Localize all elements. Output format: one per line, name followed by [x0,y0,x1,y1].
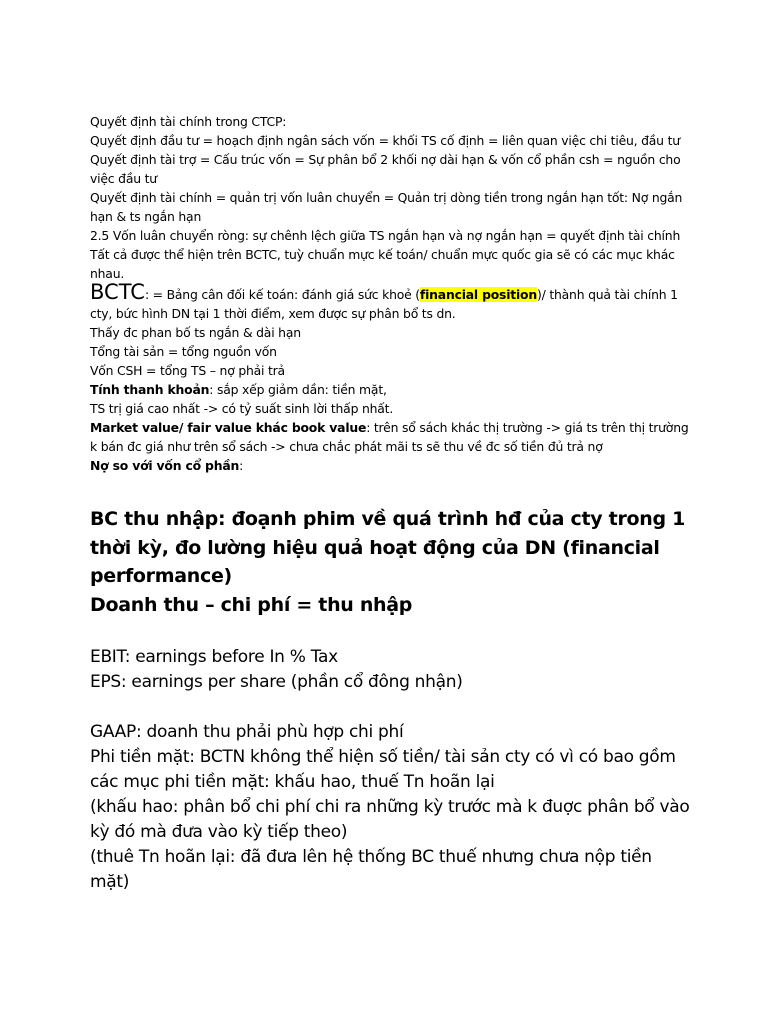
paragraph-text: : [239,458,244,473]
section-notes [90,645,690,895]
section-income-statement [90,505,690,619]
bctc-heading: BCTC [90,280,145,304]
paragraph: Quyết định đầu tư = hoạch định ngân sách vốn = khối TS cố định = liên quan việc chi tiêu, đầu tư [90,133,680,148]
paragraph [90,456,690,475]
heading: BC thu nhập: đoạnh phim về quá trình hđ của cty trong 1 thời kỳ, đo lường hiệu quả hoạt động của DN (financial performance) [90,508,686,587]
paragraph: (khấu hao: phân bổ chi phí chi ra những kỳ trước mà k đuợc phân bổ vào kỳ đó mà đưa vào kỳ tiếp theo) [90,797,690,842]
paragraph-text: : trên sổ sách khác thị trường -> giá ts trên thị trường k bán đc giá như trên sổ sách -> chưa chắc phát mãi ts sẽ thu về đc số tiền đủ trả nợ [90,420,689,454]
paragraph: Quyết định tài chính = quản trị vốn luân chuyển = Quản trị dòng tiền trong ngắn hạn tốt: Nợ ngắn hạn & ts ngắn hạn [90,190,683,224]
bold-term: Nợ so với vốn cổ phần [90,458,240,473]
paragraph: Vốn CSH = tổng TS – nợ phải trả [90,363,285,378]
paragraph: Thấy đc phan bố ts ngắn & dài hạn [90,325,301,340]
bold-term: Market value/ fair value khác book value [90,420,367,435]
bctc-text: : = Bảng cân đối kế toán: đánh giá sức khoẻ ( [144,287,420,302]
paragraph [90,418,690,456]
section-balance-sheet [90,323,690,475]
spacer [90,695,690,720]
paragraph: 2.5 Vốn luân chuyển ròng: sự chênh lệch giữa TS ngắn hạn và nợ ngắn hạn = quyết định tài chính [90,228,681,243]
paragraph: Phi tiền mặt: BCTN không thể hiện số tiền/ tài sản cty có vì có bao gồm các mục phi tiền mặt: khấu hao, thuế Tn hoãn lại [90,747,676,792]
section-financial-decisions [90,112,690,283]
heading: Doanh thu – chi phí = thu nhập [90,593,413,616]
highlighted-term: financial position [419,287,537,302]
paragraph [90,380,690,399]
bold-term: Tính thanh khoản [90,382,210,397]
paragraph: Tổng tài sản = tổng nguồn vốn [90,344,277,359]
paragraph: GAAP: doanh thu phải phù hợp chi phí [90,722,404,742]
paragraph: Quyết định tài chính trong CTCP: [90,114,287,129]
bctc-text: )/ thành quả tài chính 1 cty, bức hình DN tại 1 thời điểm, xem được sự phân bổ ts dn. [90,287,678,321]
paragraph: (thuê Tn hoãn lại: đã đưa lên hệ thống BC thuế nhưng chưa nộp tiền mặt) [90,847,652,892]
paragraph: EPS: earnings per share (phần cổ đông nhận) [90,672,463,692]
paragraph: TS trị giá cao nhất -> có tỷ suất sinh lời thấp nhất. [90,401,394,416]
paragraph: Quyết định tài trợ = Cấu trúc vốn = Sự phân bổ 2 khối nợ dài hạn & vốn cổ phần csh = nguồn cho việc đầu tư [90,152,681,186]
paragraph: EBIT: earnings before In % Tax [90,647,338,667]
bctc-paragraph [90,280,690,323]
paragraph: Tất cả được thể hiện trên BCTC, tuỳ chuẩn mực kế toán/ chuẩn mực quốc gia sẽ có các mục khác nhau. [90,247,675,281]
document-page [90,112,690,895]
paragraph-text: : sắp xếp giảm dần: tiền mặt, [209,382,387,397]
